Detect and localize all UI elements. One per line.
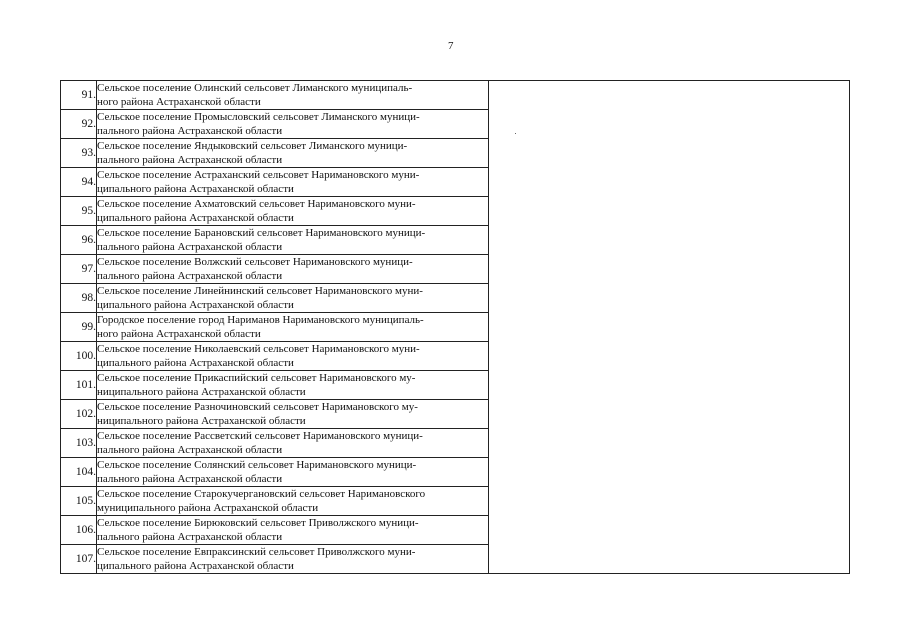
row-number: 96.: [61, 226, 97, 255]
settlement-name-cell: [97, 429, 489, 458]
settlement-name-line-2: ниципального района Астраханской области: [97, 386, 306, 398]
row-number: 93.: [61, 139, 97, 168]
row-number: 102.: [61, 400, 97, 429]
settlement-name-cell: [97, 313, 489, 342]
row-number: 97.: [61, 255, 97, 284]
settlement-name-line-1: Сельское поселение Волжский сельсовет Наримановского муници-: [97, 256, 413, 268]
settlement-name-line-1: Сельское поселение Астраханский сельсовет Наримановского муни-: [97, 169, 420, 181]
row-number: 106.: [61, 516, 97, 545]
scan-speck: [515, 133, 516, 134]
settlement-name-line-1: Сельское поселение Николаевский сельсовет Наримановского муни-: [97, 343, 420, 355]
settlement-name-line-2: ного района Астраханской области: [97, 96, 261, 108]
settlement-name-cell: [97, 545, 489, 574]
settlement-name-line-1: Сельское поселение Разночиновский сельсовет Наримановского му-: [97, 401, 418, 413]
settlement-name-line-2: ципального района Астраханской области: [97, 357, 294, 369]
settlement-name-line-2: ниципального района Астраханской области: [97, 415, 306, 427]
settlement-name-line-2: пального района Астраханской области: [97, 473, 283, 485]
settlement-name-line-1: Сельское поселение Солянский сельсовет Наримановского муници-: [97, 459, 417, 471]
row-number: 95.: [61, 197, 97, 226]
settlement-name-cell: [97, 458, 489, 487]
settlement-name-cell: [97, 110, 489, 139]
settlement-name-line-2: ципального района Астраханской области: [97, 560, 294, 572]
settlement-name-line-2: муниципального района Астраханской области: [97, 502, 319, 514]
settlement-name-cell: [97, 197, 489, 226]
row-number: 91.: [61, 81, 97, 110]
row-number: 104.: [61, 458, 97, 487]
row-number: 98.: [61, 284, 97, 313]
settlement-name-line-2: ного района Астраханской области: [97, 328, 261, 340]
row-number: 92.: [61, 110, 97, 139]
settlement-name-line-2: пального района Астраханской области: [97, 270, 283, 282]
settlement-name-line-2: ципального района Астраханской области: [97, 299, 294, 311]
settlement-name-line-1: Сельское поселение Барановский сельсовет Наримановского муници-: [97, 227, 426, 239]
settlement-name-line-1: Сельское поселение Старокучергановский сельсовет Наримановского: [97, 488, 426, 500]
settlement-name-cell: [97, 139, 489, 168]
row-number: 94.: [61, 168, 97, 197]
row-number: 105.: [61, 487, 97, 516]
settlement-name-line-2: пального района Астраханской области: [97, 154, 283, 166]
settlement-name-line-1: Сельское поселение Рассветский сельсовет Наримановского муници-: [97, 430, 423, 442]
settlement-name-cell: [97, 168, 489, 197]
table-body: [61, 81, 850, 574]
settlement-name-line-1: Сельское поселение Яндыковский сельсовет Лиманского муници-: [97, 140, 408, 152]
row-number: 103.: [61, 429, 97, 458]
settlement-name-cell: [97, 342, 489, 371]
settlement-name-line-1: Сельское поселение Прикаспийский сельсовет Наримановского му-: [97, 372, 416, 384]
empty-column-cell: [489, 81, 850, 574]
row-number: 101.: [61, 371, 97, 400]
settlement-name-line-1: Сельское поселение Промысловский сельсовет Лиманского муници-: [97, 111, 420, 123]
settlement-name-line-1: Сельское поселение Линейнинский сельсовет Наримановского муни-: [97, 285, 423, 297]
settlement-name-cell: [97, 226, 489, 255]
settlement-name-line-2: пального района Астраханской области: [97, 444, 283, 456]
row-number: 107.: [61, 545, 97, 574]
settlement-name-line-1: Городское поселение город Нариманов Наримановского муниципаль-: [97, 314, 424, 326]
settlement-name-line-2: пального района Астраханской области: [97, 125, 283, 137]
row-number: 99.: [61, 313, 97, 342]
row-number: 100.: [61, 342, 97, 371]
settlement-name-line-1: Сельское поселение Евпраксинский сельсовет Приволжского муни-: [97, 546, 416, 558]
settlement-name-line-1: Сельское поселение Олинский сельсовет Лиманского муниципаль-: [97, 82, 413, 94]
settlement-name-line-1: Сельское поселение Ахматовский сельсовет Наримановского муни-: [97, 198, 416, 210]
settlement-name-cell: [97, 516, 489, 545]
settlements-table: [60, 80, 850, 574]
settlement-name-line-1: Сельское поселение Бирюковский сельсовет Приволжского муници-: [97, 517, 419, 529]
settlement-name-cell: [97, 400, 489, 429]
page-number: 7: [448, 40, 454, 52]
table-row: [61, 81, 850, 110]
settlement-name-line-2: ципального района Астраханской области: [97, 183, 294, 195]
settlement-name-line-2: пального района Астраханской области: [97, 241, 283, 253]
settlement-name-line-2: ципального района Астраханской области: [97, 212, 294, 224]
settlement-name-cell: [97, 255, 489, 284]
settlement-name-cell: [97, 81, 489, 110]
settlement-name-line-2: пального района Астраханской области: [97, 531, 283, 543]
settlement-name-cell: [97, 371, 489, 400]
settlement-name-cell: [97, 487, 489, 516]
settlement-name-cell: [97, 284, 489, 313]
